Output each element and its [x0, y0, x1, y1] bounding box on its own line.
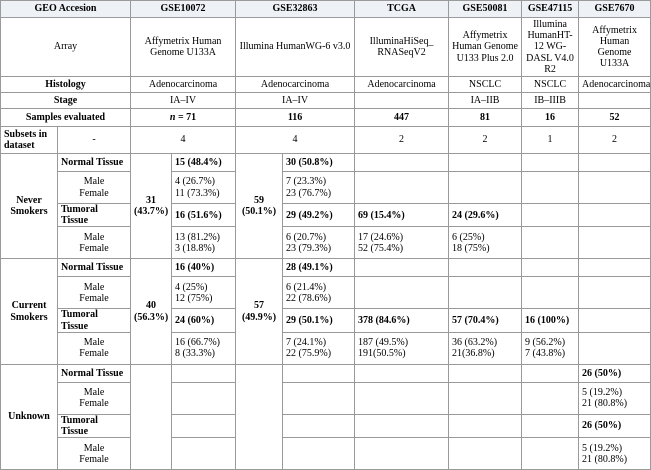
row-label-sex [58, 382, 131, 414]
empty-cell [355, 438, 449, 470]
unknown-tumoral-gse7670: 26 (50%) [579, 414, 651, 437]
array-gse50081 [449, 18, 522, 77]
array-value: Affymetrix Human Genome U133 Plus 2.0 [452, 30, 518, 64]
male-value: 13 (81.2%) [175, 231, 221, 243]
empty-cell [522, 382, 579, 414]
group-unknown [1, 364, 58, 469]
array-label: Array [1, 18, 131, 77]
female-value: 8 (33.3%) [175, 348, 216, 360]
histology-gse47115: NSCLC [522, 77, 579, 93]
never-tumoral-gse50081: 24 (29.6%) [449, 204, 522, 227]
current-tumoral-gse10072: 24 (60%) [172, 309, 236, 332]
row-label-tumoral: Tumoral Tissue [58, 204, 131, 227]
empty-cell [449, 414, 522, 437]
stage-label: Stage [1, 93, 131, 109]
empty-cell [579, 227, 651, 259]
array-row [1, 18, 651, 77]
female-value: 52 (75.4%) [358, 242, 404, 254]
array-gse32863 [236, 18, 355, 77]
female-value: 22 (75.9%) [286, 348, 332, 360]
histology-gse50081: NSCLC [449, 77, 522, 93]
current-tumoral-tcga: 378 (84.6%) [355, 309, 449, 332]
histology-row [1, 77, 651, 93]
current-tumoral-sex-row [1, 332, 651, 364]
subsets-tcga: 2 [355, 127, 449, 154]
unknown-tumoral-row [1, 414, 651, 437]
female-value: 21 (80.8%) [582, 453, 628, 465]
header-gse50081: GSE50081 [449, 1, 522, 18]
subsets-gse50081: 2 [449, 127, 522, 154]
stage-gse50081: IA–IIB [449, 93, 522, 109]
female-value: 22 (78.6%) [286, 292, 332, 304]
current-tumoral-sex-gse10072 [172, 332, 236, 364]
stage-tcga [355, 93, 449, 109]
unknown-normal-sex-gse7670 [579, 382, 651, 414]
male-label: Male [83, 176, 105, 188]
empty-cell [172, 438, 236, 470]
female-value: 21 (80.8%) [582, 398, 628, 410]
empty-cell [522, 438, 579, 470]
header-row [1, 1, 651, 18]
current-tumoral-gse50081: 57 (70.4%) [449, 309, 522, 332]
empty-cell [449, 259, 522, 277]
current-tumoral-row [1, 309, 651, 332]
male-value: 6 (21.4%) [286, 281, 327, 293]
stage-row [1, 93, 651, 109]
empty-cell [579, 259, 651, 277]
array-value: IlluminaHiSeq_ RNASeqV2 [369, 35, 434, 58]
female-label: Female [79, 242, 109, 254]
group-current-smokers [1, 259, 58, 364]
subsets-gse32863: 4 [236, 127, 355, 154]
current-normal-sex-row [1, 277, 651, 309]
empty-cell [522, 364, 579, 382]
samples-label: Samples evaluated [1, 109, 131, 127]
male-value: 9 (56.2%) [525, 337, 566, 349]
array-value: Illumina HumanWG-6 v3.0 [239, 41, 351, 53]
male-value: 6 (25%) [452, 231, 485, 243]
never-normal-gse10072: 15 (48.4%) [172, 154, 236, 172]
never-total-gse10072 [131, 154, 172, 259]
unknown-tumoral-sex-gse7670 [579, 438, 651, 470]
empty-cell [355, 154, 449, 172]
samples-gse10072 [131, 109, 236, 127]
empty-cell [579, 154, 651, 172]
empty-cell [449, 172, 522, 204]
male-label: Male [83, 281, 105, 293]
never-normal-row [1, 154, 651, 172]
empty-cell [355, 414, 449, 437]
samples-row [1, 109, 651, 127]
unknown-tumoral-sex-row [1, 438, 651, 470]
empty-cell [172, 364, 236, 382]
empty-cell [283, 414, 355, 437]
stage-gse7670 [579, 93, 651, 109]
empty-cell [283, 382, 355, 414]
empty-cell [522, 414, 579, 437]
male-value: 4 (25%) [175, 281, 208, 293]
female-value: 12 (75%) [175, 292, 213, 304]
samples-gse32863: 116 [236, 109, 355, 127]
female-value: 3 (18.8%) [175, 242, 216, 254]
histology-gse7670: Adenocarcinoma [579, 77, 651, 93]
current-total-gse10072 [131, 259, 172, 364]
male-value: 17 (24.6%) [358, 231, 404, 243]
empty-cell [522, 277, 579, 309]
never-tumoral-row [1, 204, 651, 227]
current-tumoral-gse47115: 16 (100%) [522, 309, 579, 332]
empty-cell [449, 438, 522, 470]
unknown-normal-sex-row [1, 382, 651, 414]
samples-gse47115: 16 [522, 109, 579, 127]
row-label-normal: Normal Tissue [58, 364, 131, 382]
stage-gse32863: IA–IV [236, 93, 355, 109]
never-tumoral-tcga: 69 (15.4%) [355, 204, 449, 227]
male-value: 187 (49.5%) [358, 337, 409, 349]
subsets-gse10072: 4 [131, 127, 236, 154]
male-value: 16 (66.7%) [175, 337, 221, 349]
current-normal-row [1, 259, 651, 277]
current-normal-gse10072: 16 (40%) [172, 259, 236, 277]
never-tumoral-gse32863: 29 (49.2%) [283, 204, 355, 227]
row-label-sex [58, 227, 131, 259]
array-value: Affymetrix Human Genome U133A [592, 24, 637, 70]
samples-tcga: 447 [355, 109, 449, 127]
histology-label: Histology [1, 77, 131, 93]
female-label: Female [79, 453, 109, 465]
never-normal-sex-gse32863 [283, 172, 355, 204]
array-gse47115 [522, 18, 579, 77]
empty-cell [131, 364, 172, 469]
current-tumoral-sex-tcga [355, 332, 449, 364]
male-value: 36 (63.2%) [452, 337, 498, 349]
empty-cell [449, 364, 522, 382]
histology-gse32863: Adenocarcinoma [236, 77, 355, 93]
never-total-gse32863 [236, 154, 283, 259]
samples-n-symbol: n [169, 111, 176, 123]
current-normal-sex-gse10072 [172, 277, 236, 309]
empty-cell [283, 438, 355, 470]
never-normal-sex-row [1, 172, 651, 204]
histology-gse10072: Adenocarcinoma [131, 77, 236, 93]
female-value: 23 (76.7%) [286, 187, 332, 199]
subsets-gse7670: 2 [579, 127, 651, 154]
row-label-tumoral: Tumoral Tissue [58, 414, 131, 437]
current-tumoral-sex-gse47115 [522, 332, 579, 364]
male-label: Male [83, 442, 105, 454]
female-value: 191(50.5%) [358, 348, 406, 360]
samples-gse50081: 81 [449, 109, 522, 127]
female-value: 21(36.8%) [452, 348, 495, 360]
total-value: 40 (56.3%) [134, 300, 169, 323]
male-value: 6 (20.7%) [286, 231, 327, 243]
never-tumoral-gse10072: 16 (51.6%) [172, 204, 236, 227]
group-label: Current Smokers [10, 300, 48, 323]
row-label-tumoral: Tumoral Tissue [58, 309, 131, 332]
subsets-label [1, 127, 58, 154]
never-tumoral-sex-tcga [355, 227, 449, 259]
female-value: 23 (79.3%) [286, 242, 332, 254]
never-tumoral-sex-row [1, 227, 651, 259]
geo-accession-header: GEO Accesion [1, 1, 131, 18]
empty-cell [355, 172, 449, 204]
subsets-label-text: Subsets in dataset [4, 128, 48, 151]
stage-gse10072: IA–IV [131, 93, 236, 109]
subsets-dash: - [58, 127, 131, 154]
male-label: Male [83, 337, 105, 349]
empty-cell [522, 154, 579, 172]
male-label: Male [83, 231, 105, 243]
samples-n-value: = 71 [175, 111, 197, 123]
male-value: 5 (19.2%) [582, 442, 623, 454]
female-value: 11 (73.3%) [175, 187, 220, 199]
row-label-normal: Normal Tissue [58, 154, 131, 172]
group-label: Unknown [8, 411, 50, 423]
female-value: 18 (75%) [452, 242, 490, 254]
never-tumoral-sex-gse50081 [449, 227, 522, 259]
female-label: Female [79, 292, 109, 304]
empty-cell [449, 277, 522, 309]
empty-cell [172, 414, 236, 437]
array-value: Illumina HumanHT-12 WG-DASL V4.0 R2 [526, 18, 574, 75]
male-value: 7 (24.1%) [286, 337, 327, 349]
subsets-row [1, 127, 651, 154]
male-value: 7 (23.3%) [286, 176, 327, 188]
empty-cell [579, 309, 651, 332]
group-never-smokers [1, 154, 58, 259]
current-tumoral-sex-gse50081 [449, 332, 522, 364]
empty-cell [522, 204, 579, 227]
array-gse7670 [579, 18, 651, 77]
histology-tcga: Adenocarcinoma [355, 77, 449, 93]
male-value: 4 (26.7%) [175, 176, 216, 188]
female-label: Female [79, 398, 109, 410]
header-gse10072: GSE10072 [131, 1, 236, 18]
current-normal-gse32863: 28 (49.1%) [283, 259, 355, 277]
current-tumoral-gse32863: 29 (50.1%) [283, 309, 355, 332]
empty-cell [355, 277, 449, 309]
empty-cell [579, 277, 651, 309]
male-label: Male [83, 387, 105, 399]
total-value: 57 (49.9%) [241, 300, 277, 323]
header-tcga: TCGA [355, 1, 449, 18]
total-value: 31 (43.7%) [134, 195, 169, 218]
header-gse32863: GSE32863 [236, 1, 355, 18]
empty-cell [449, 154, 522, 172]
subsets-gse47115: 1 [522, 127, 579, 154]
empty-cell [522, 172, 579, 204]
row-label-sex [58, 172, 131, 204]
current-tumoral-sex-gse32863 [283, 332, 355, 364]
row-label-sex [58, 438, 131, 470]
unknown-normal-gse7670: 26 (50%) [579, 364, 651, 382]
empty-cell [236, 364, 283, 469]
array-tcga [355, 18, 449, 77]
female-value: 7 (43.8%) [525, 348, 566, 360]
array-value: Affymetrix Human Genome U133A [144, 35, 222, 58]
empty-cell [579, 204, 651, 227]
empty-cell [449, 382, 522, 414]
never-normal-sex-gse10072 [172, 172, 236, 204]
header-gse47115: GSE47115 [522, 1, 579, 18]
empty-cell [579, 332, 651, 364]
male-value: 5 (19.2%) [582, 387, 623, 399]
female-label: Female [79, 348, 109, 360]
empty-cell [355, 364, 449, 382]
unknown-normal-row [1, 364, 651, 382]
female-label: Female [79, 187, 109, 199]
row-label-sex [58, 332, 131, 364]
empty-cell [283, 364, 355, 382]
never-tumoral-sex-gse32863 [283, 227, 355, 259]
empty-cell [579, 172, 651, 204]
current-normal-sex-gse32863 [283, 277, 355, 309]
empty-cell [522, 259, 579, 277]
samples-gse7670: 52 [579, 109, 651, 127]
row-label-normal: Normal Tissue [58, 259, 131, 277]
empty-cell [355, 382, 449, 414]
empty-cell [522, 227, 579, 259]
stage-gse47115: IB–IIIB [522, 93, 579, 109]
group-label: Never Smokers [10, 195, 48, 218]
array-gse10072 [131, 18, 236, 77]
total-value: 59 (50.1%) [241, 195, 277, 218]
header-gse7670: GSE7670 [579, 1, 651, 18]
empty-cell [355, 259, 449, 277]
row-label-sex [58, 277, 131, 309]
never-normal-gse32863: 30 (50.8%) [283, 154, 355, 172]
empty-cell [172, 382, 236, 414]
never-tumoral-sex-gse10072 [172, 227, 236, 259]
current-total-gse32863 [236, 259, 283, 364]
